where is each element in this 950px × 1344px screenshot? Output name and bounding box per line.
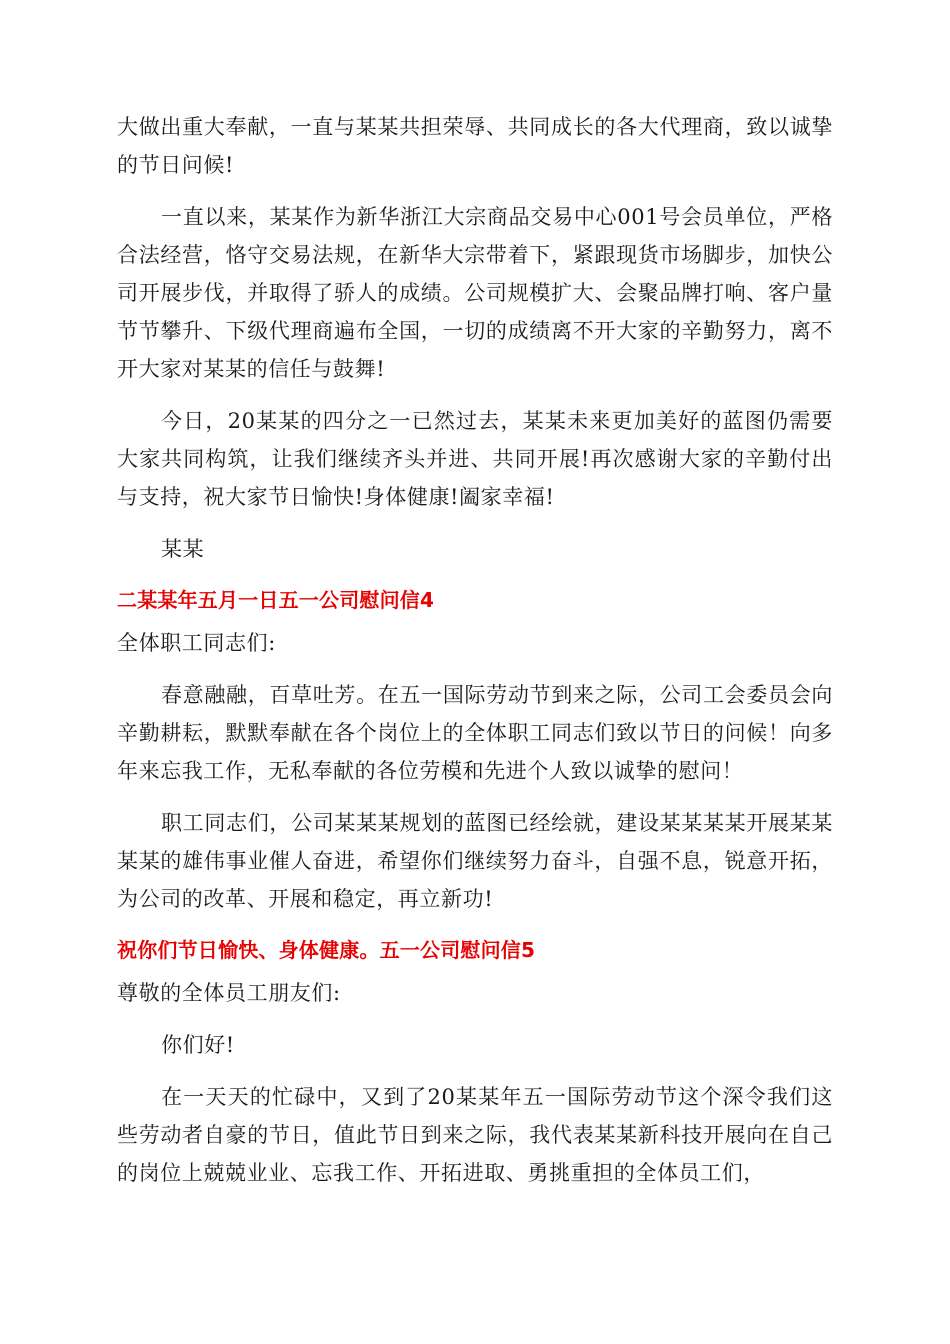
paragraph-signature: 某某 [161,537,205,561]
document-page [117,108,833,1206]
paragraph-future-blueprint: 今日，20某某的四分之一已然过去，某某未来更加美好的蓝图仍需要大家共同构筑，让我们继续齐头并进、共同开展!再次感谢大家的辛勤付出与支持，祝大家节日愉快!身体健康!阖家幸福! [117,409,833,509]
paragraph-spring-greeting: 春意融融，百草吐芳。在五一国际劳动节到来之际，公司工会委员会向辛勤耕耘，默默奉献在各个岗位上的全体职工同志们致以节日的问候！向多年来忘我工作，无私奉献的各位劳模和先进个人致以诚挚的慰问！ [117,683,833,783]
section-heading-letter-4: 二某某年五月一日五一公司慰问信4 [117,588,435,612]
salutation-all-staff: 全体职工同志们: [117,631,276,655]
paragraph-hello: 你们好! [161,1033,235,1057]
paragraph-greeting-continuation: 大做出重大奉献，一直与某某共担荣辱、共同成长的各大代理商，致以诚挚的节日问候! [117,115,833,177]
paragraph-labor-day: 在一天天的忙碌中，又到了20某某年五一国际劳动节这个深令我们这些劳动者自豪的节日，值此节日到来之际，我代表某某新科技开展向在自己的岗位上兢兢业业、忘我工作、开拓进取、勇挑重担的全体员工们， [117,1085,833,1185]
salutation-all-employees: 尊敬的全体员工朋友们: [117,981,341,1005]
paragraph-call-to-action: 职工同志们，公司某某某规划的蓝图已经绘就，建设某某某某开展某某某某的雄伟事业催人奋进，希望你们继续努力奋斗，自强不息，锐意开拓，为公司的改革、开展和稳定，再立新功! [117,811,833,911]
section-heading-letter-5: 祝你们节日愉快、身体健康。五一公司慰问信5 [117,938,536,962]
paragraph-company-achievements: 一直以来，某某作为新华浙江大宗商品交易中心001号会员单位，严格合法经营，恪守交易法规，在新华大宗带着下，紧跟现货市场脚步，加快公司开展步伐，并取得了骄人的成绩。公司规模扩大、会聚品牌打响、客户量节节攀升、下级代理商遍布全国，一切的成绩离不开大家的辛勤努力，离不开大家对某某的信任与鼓舞! [117,205,833,381]
